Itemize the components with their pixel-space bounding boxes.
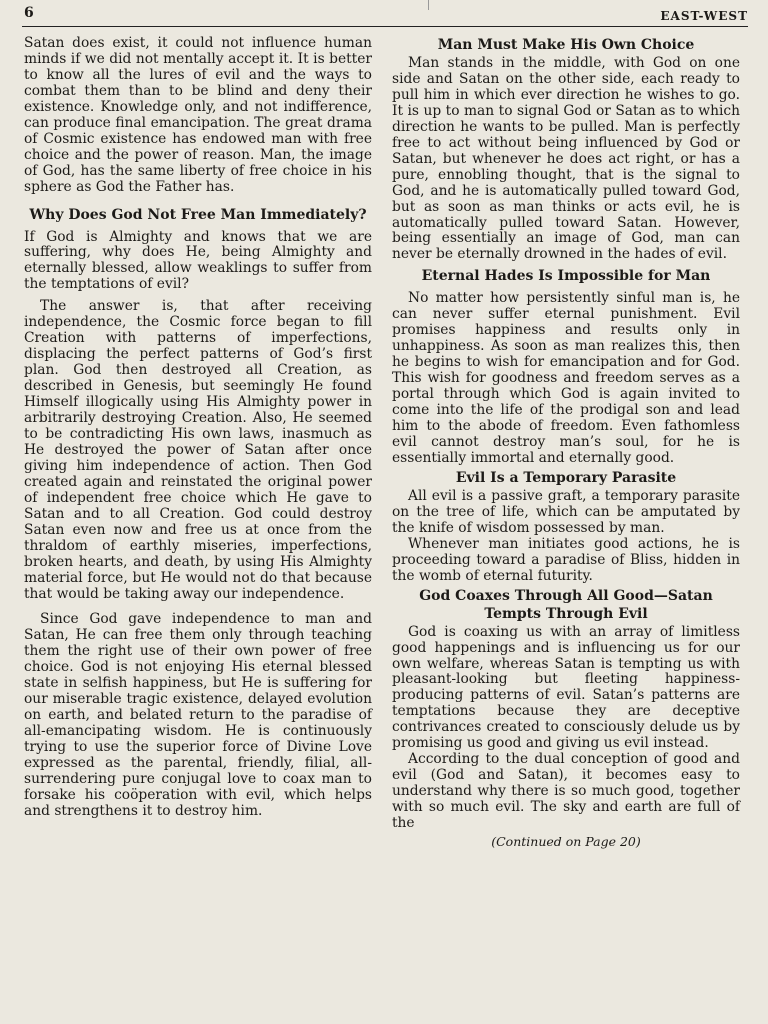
left-column: [24, 36, 372, 826]
paragraph: Satan does exist, it could not influence human minds if we did not mentally accept it. It is better to know all the lures of evil and the ways to combat them than to be blind and deny their existence. Knowledge only, and not indifference, can produce final emancipation. The great drama of Cosmic existence has endowed man with free choice and the power of reason. Man, the image of God, has the same liberty of free choice in his sphere as God the Father has.: [24, 35, 372, 195]
section-heading: Eternal Hades Is Impossible for Man: [421, 268, 711, 285]
section-heading: Man Must Make His Own Choice: [437, 37, 695, 53]
paragraph: Man stands in the middle, with God on one side and Satan on the other side, each ready to pull him in which ever direction he wishes to go. It is up to man to signal God or Satan as to which direction he wants to be pulled. Man is perfectly free to act without being influenced by God or Satan, but whenever he does act right, or has a pure, ennobling thought, that is the signal to God, and he is automatically pulled toward God, but as soon as man thinks or acts evil, he is automatically pulled toward Satan. However, being essentially an image of God, man can never be eternally drowned in the hades of evil.: [392, 55, 740, 263]
paragraph: Whenever man initiates good actions, he is proceeding toward a paradise of Bliss, hidden in the womb of eternal futurity.: [392, 535, 740, 584]
paragraph: God is coaxing us with an array of limitless good happenings and is influencing us for our own welfare, whereas Satan is tempting us with pleasant-looking but fleeting happiness-producing patterns of evil. Satan’s patterns are temptations because they are deceptive contrivances created to consciously delude us by promising us good and giving us evil instead.: [392, 623, 740, 752]
right-column: [392, 36, 740, 850]
continued-note: (Continued on Page 20): [491, 833, 641, 849]
paragraph: If God is Almighty and knows that we are suffering, why does He, being Almighty and eternally blessed, allow weaklings to suffer from the temptations of evil?: [24, 228, 372, 293]
paragraph: The answer is, that after receiving independence, the Cosmic force began to fill Creation with patterns of imperfections, displacing the perfect patterns of God’s first plan. God then destroyed all Creation, as described in Genesis, but seemingly He found Himself illogically using His Almighty power in arbitrarily destroying Creation. Also, He seemed to be contradicting His own laws, inasmuch as He destroyed the power of Satan after once giving him independence of action. Then God created again and reinstated the original power of independent free choice which He gave to Satan and to all Creation. God could destroy Satan even now and free us at once from the thraldom of earthly miseries, imperfections, broken hearts, and death, by using His Almighty material force, but He would not do that because that would be taking away our independence.: [24, 298, 372, 602]
section-heading: Evil Is a Temporary Parasite: [455, 469, 677, 486]
section-heading: Why Does God Not Free Man Immediately?: [29, 206, 367, 223]
paragraph: All evil is a passive graft, a temporary parasite on the tree of life, which can be amputated by the knife of wisdom possessed by man.: [392, 487, 740, 536]
section-heading: God Coaxes Through All Good—Satan Tempts Through Evil: [419, 587, 713, 622]
paragraph: No matter how persistently sinful man is, he can never suffer eternal punishment. Evil promises happiness and results only in unhappiness. As soon as man realizes this, then he begins to wish for emancipation and for God. This wish for goodness and freedom serves as a portal through which God is again invited to come into the life of the prodigal son and lead him to the abode of freedom. Even fathomless evil cannot destroy man’s soul, for he is essentially immortal and eternally good.: [392, 290, 740, 466]
magazine-title: EAST-WEST: [660, 9, 748, 23]
page-header: [22, 4, 748, 27]
paragraph: According to the dual conception of good and evil (God and Satan), it becomes easy to understand why there is so much good, together with so much evil. The sky and earth are full of the: [392, 751, 740, 832]
page-number: 6: [24, 5, 34, 21]
paragraph: Since God gave independence to man and Satan, He can free them only through teaching them the right use of their own power of free choice. God is not enjoying His eternal blessed state in selfish happiness, but He is suffering for our miserable tragic existence, delayed evolution on earth, and belated return to the paradise of all-emancipating wisdom. He is continuously trying to use the superior force of Divine Love expressed as the parental, friendly, filial, all-surrendering pure conjugal love to coax man to forsake his coöperation with evil, which helps and strengthens it to destroy him.: [24, 611, 372, 819]
